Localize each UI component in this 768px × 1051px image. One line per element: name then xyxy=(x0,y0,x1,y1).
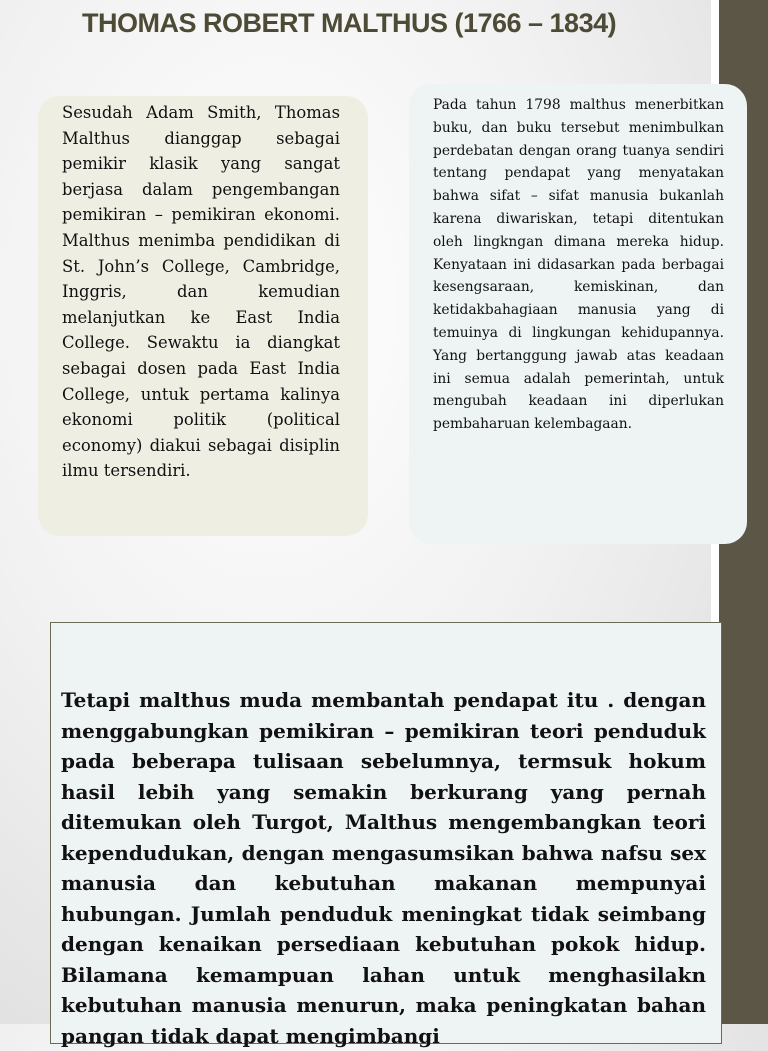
bottom-box-text: Tetapi malthus muda membantah pendapat itu . dengan menggabungkan pemikiran – pemikiran teori penduduk pada beberapa tulisaan sebelumnya, termsuk hokum hasil lebih yang semakin berkurang yang pernah ditemukan oleh Turgot, Malthus mengembangkan teori kependudukan, dengan mengasumsikan bahwa nafsu sex manusia dan kebutuhan makanan mempunyai hubungan. Jumlah penduduk meningkat tidak seimbang dengan kenaikan persediaan kebutuhan pokok hidup. Bilamana kemampuan lahan untuk menghasilakn kebutuhan manusia menurun, maka peningkatan bahan pangan tidak dapat mengimbangi xyxy=(61,688,706,1048)
page-title: THOMAS ROBERT MALTHUS (1766 – 1834) xyxy=(82,8,617,38)
right-box-text: Pada tahun 1798 malthus menerbitkan buku, dan buku tersebut menimbulkan perdebatan dengan orang tuanya sendiri tentang pendapat yang menyatakan bahwa sifat – sifat manusia bukanlah karena diwariskan, tetapi ditentukan oleh lingkngan dimana mereka hidup. Kenyataan ini didasarkan pada berbagai kesengsaraan, kemiskinan, dan ketidakbahagiaan manusia yang di temuinya di lingkungan kehidupannya. Yang bertanggung jawab atas keadaan ini semua adalah pemerintah, untuk mengubah keadaan ini diperlukan pembaharuan kelembagaan. xyxy=(433,97,724,433)
left-box-text: Sesudah Adam Smith, Thomas Malthus dianggap sebagai pemikir klasik yang sangat berjasa dalam pengembangan pemikiran – pemikiran ekonomi. Malthus menimba pendidikan di St. John’s College, Cambridge, Inggris, dan kemudian melanjutkan ke East India College. Sewaktu ia diangkat sebagai dosen pada East India College, untuk pertama kalinya ekonomi politik (political economy) diakui sebagai disiplin ilmu tersendiri. xyxy=(62,103,340,481)
left-text-box xyxy=(38,96,368,536)
bottom-text-box xyxy=(50,622,722,1048)
right-text-box xyxy=(409,84,747,544)
